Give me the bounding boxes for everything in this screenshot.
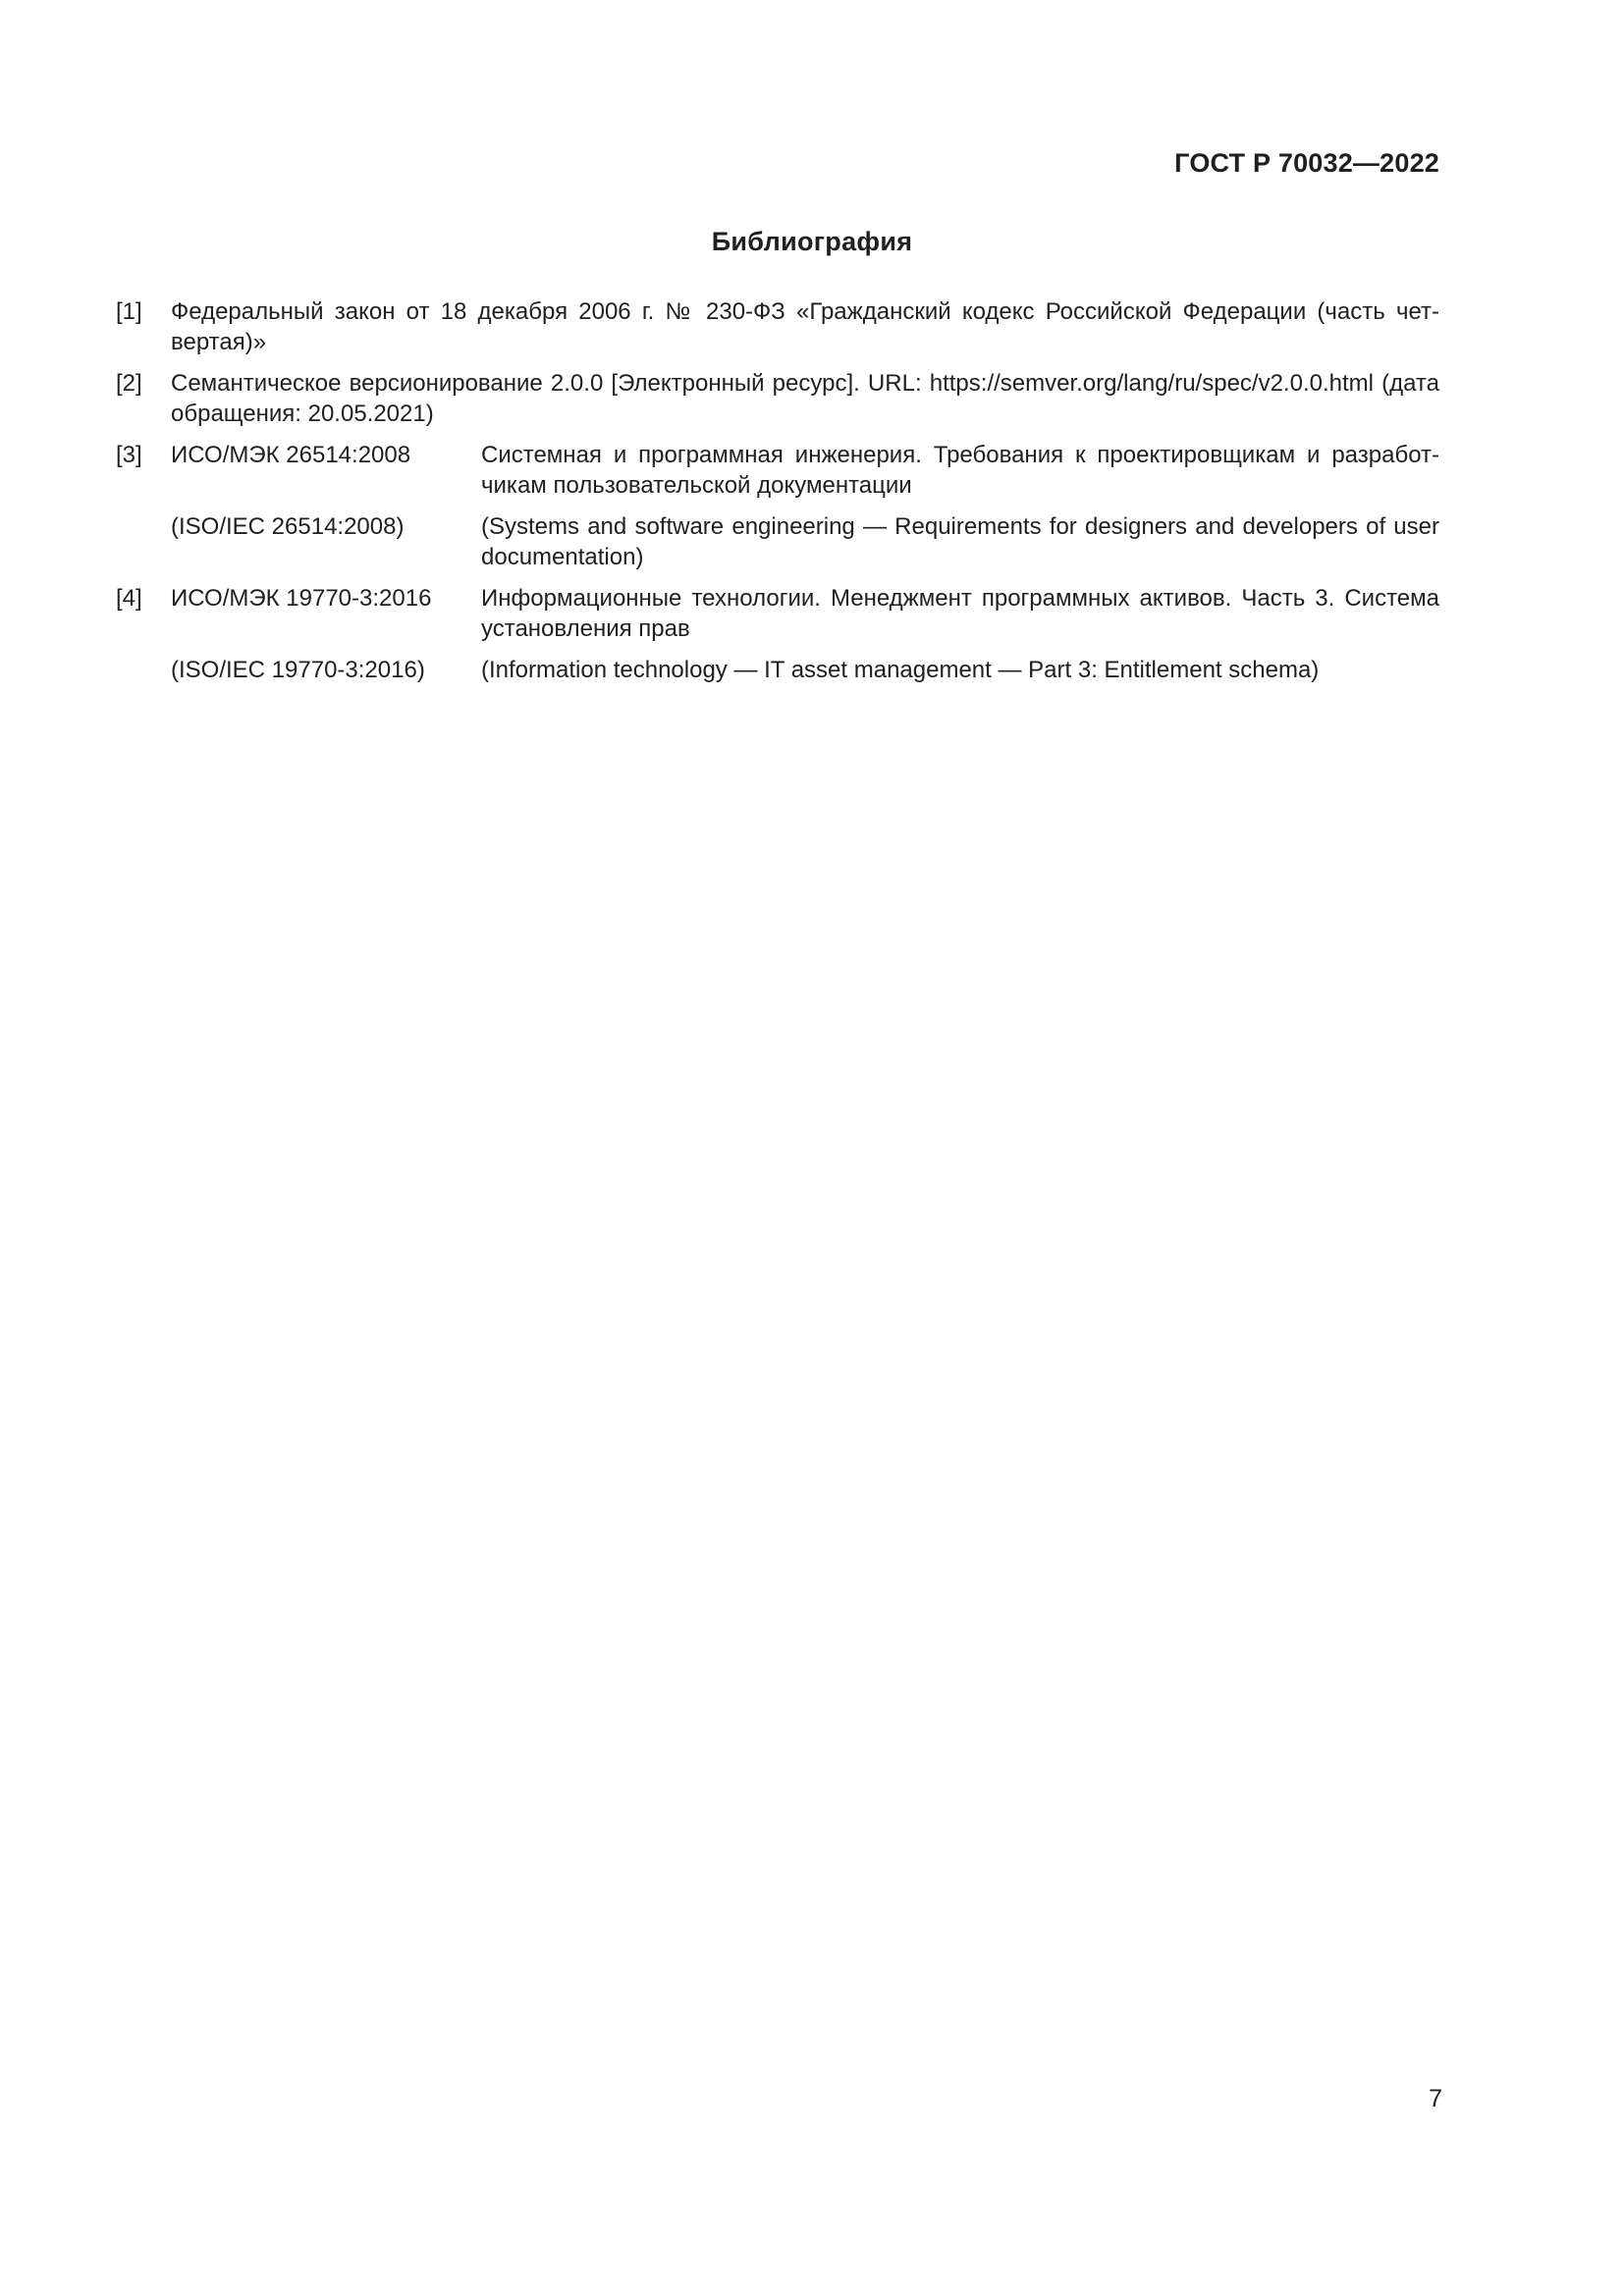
standard-code: ИСО/МЭК 26514:2008	[171, 442, 411, 468]
bibliography-entry-2	[116, 368, 1439, 429]
standard-code: ИСО/МЭК 19770-3:2016	[171, 585, 432, 612]
standard-title-international: (Systems and software engineering — Requirements for designers and developers of user documentation)	[481, 513, 1439, 570]
entry-number: [2]	[116, 370, 142, 397]
bibliography-list	[116, 296, 1439, 696]
bibliography-entry-4	[116, 583, 1439, 644]
standard-title: Информационные технологии. Менеджмент программных активов. Часть 3. Система установления прав	[481, 585, 1439, 642]
standard-code-international: (ISO/IEC 19770-3:2016)	[171, 657, 425, 683]
entry-number: [3]	[116, 442, 142, 468]
bibliography-entry-4-international	[116, 655, 1439, 685]
bibliography-entry-3-international	[116, 511, 1439, 572]
bibliography-entry-1	[116, 296, 1439, 357]
entry-text: Семантическое версионирование 2.0.0 [Электронный ресурс]. URL: https://semver.org/lang/ru/spec/v2.0.0.html (дата обращения: 20.05.2021)	[171, 370, 1439, 427]
entry-text: Федеральный закон от 18 декабря 2006 г. № 230-ФЗ «Гражданский кодекс Российской Федерации (часть четвертая)»	[171, 298, 1439, 355]
bibliography-entry-3	[116, 440, 1439, 501]
page-number: 7	[1429, 2085, 1442, 2112]
entry-number: [1]	[116, 298, 142, 325]
standard-title: Системная и программная инженерия. Требования к проектировщикам и разработчикам пользовательской документации	[481, 442, 1439, 499]
entry-number: [4]	[116, 585, 142, 612]
standard-code-international: (ISO/IEC 26514:2008)	[171, 513, 405, 540]
section-title: Библиография	[711, 227, 913, 256]
document-code: ГОСТ Р 70032—2022	[1174, 148, 1439, 178]
standard-title-international: (Information technology — IT asset management — Part 3: Entitlement schema)	[481, 657, 1320, 683]
